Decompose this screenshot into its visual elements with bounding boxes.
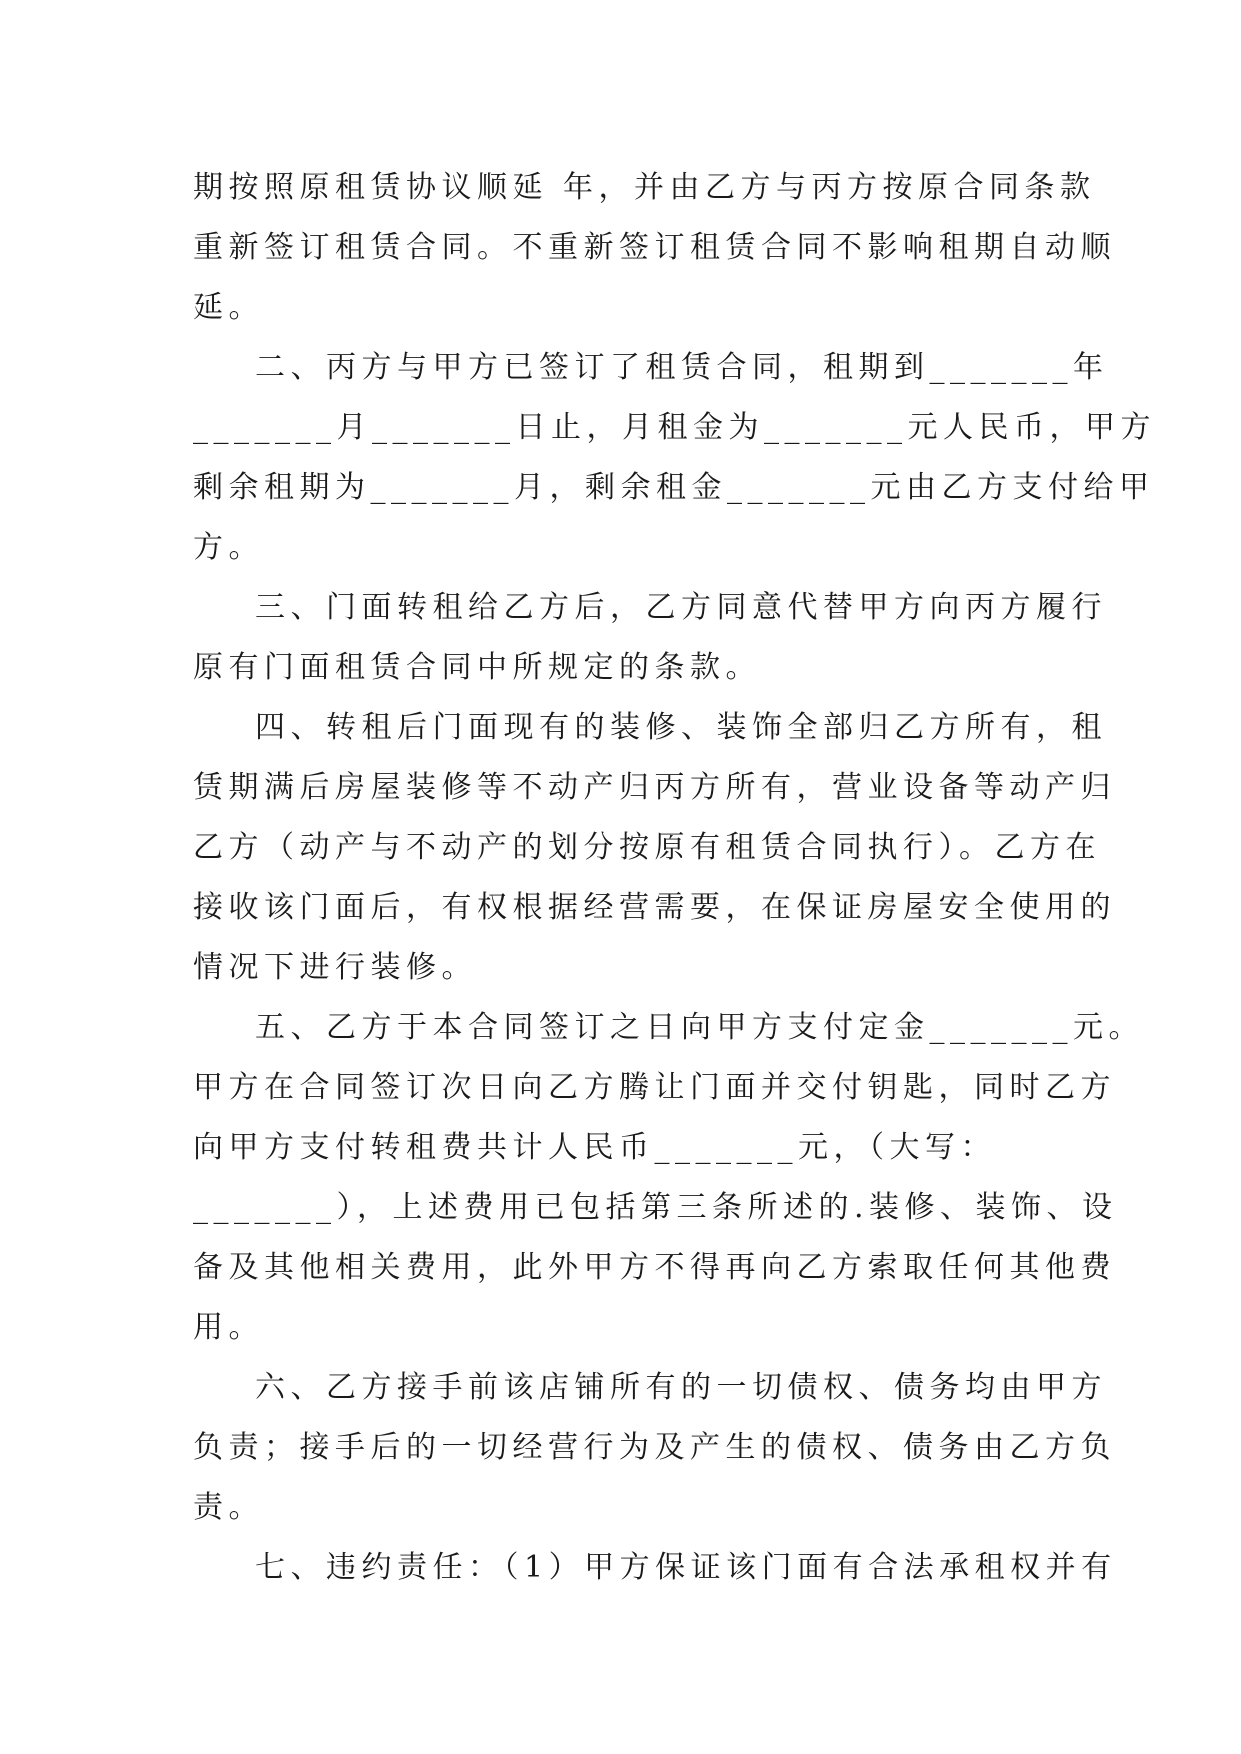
text-line: 七、违约责任：（1）甲方保证该门面有合法承租权并有 — [255, 1550, 1117, 1585]
document-body — [193, 158, 1156, 1598]
text-line: _______），上述费用已包括第三条所述的.装修、装饰、设 — [193, 1190, 1118, 1225]
text-line: 乙方（动产与不动产的划分按原有租赁合同执行）。乙方在 — [193, 830, 1101, 865]
text-line: 向甲方支付转租费共计人民币_______元，（大写： — [193, 1130, 996, 1165]
text-line: _______月_______日止，月租金为_______元人民币，甲方 — [193, 410, 1156, 445]
clause-7 — [193, 1538, 1117, 1598]
clause-4 — [193, 698, 1116, 998]
text-line: 六、乙方接手前该店铺所有的一切债权、债务均由甲方 — [255, 1370, 1107, 1405]
clause-6 — [193, 1358, 1116, 1538]
text-line: 原有门面租赁合同中所规定的条款。 — [193, 650, 761, 685]
text-line: 延。 — [193, 290, 264, 325]
clause-2 — [193, 338, 1156, 578]
text-line: 四、转租后门面现有的装修、装饰全部归乙方所有，租 — [255, 710, 1107, 745]
text-line: 责。 — [193, 1490, 264, 1525]
text-line: 剩余租期为_______月，剩余租金_______元由乙方支付给甲 — [193, 470, 1155, 505]
text-line: 情况下进行装修。 — [193, 950, 477, 985]
text-line: 用。 — [193, 1310, 264, 1345]
paragraph-continued — [193, 158, 1116, 338]
text-line: 备及其他相关费用，此外甲方不得再向乙方索取任何其他费 — [193, 1250, 1116, 1285]
text-line: 三、门面转租给乙方后，乙方同意代替甲方向丙方履行 — [255, 590, 1107, 625]
text-line: 五、乙方于本合同签订之日向甲方支付定金_______元。 — [255, 1010, 1144, 1045]
text-line: 甲方在合同签订次日向乙方腾让门面并交付钥匙，同时乙方 — [193, 1070, 1116, 1105]
text-line: 接收该门面后，有权根据经营需要，在保证房屋安全使用的 — [193, 890, 1116, 925]
text-line: 二、丙方与甲方已签订了租赁合同，租期到_______年 — [255, 350, 1109, 385]
text-line: 方。 — [193, 530, 264, 565]
text-line: 赁期满后房屋装修等不动产归丙方所有，营业设备等动产归 — [193, 770, 1116, 805]
clause-5 — [193, 998, 1144, 1358]
clause-3 — [193, 578, 1107, 698]
text-line: 负责；接手后的一切经营行为及产生的债权、债务由乙方负 — [193, 1430, 1116, 1465]
text-line: 重新签订租赁合同。不重新签订租赁合同不影响租期自动顺 — [193, 230, 1116, 265]
text-line: 期按照原租赁协议顺延 年，并由乙方与丙方按原合同条款 — [193, 170, 1096, 205]
